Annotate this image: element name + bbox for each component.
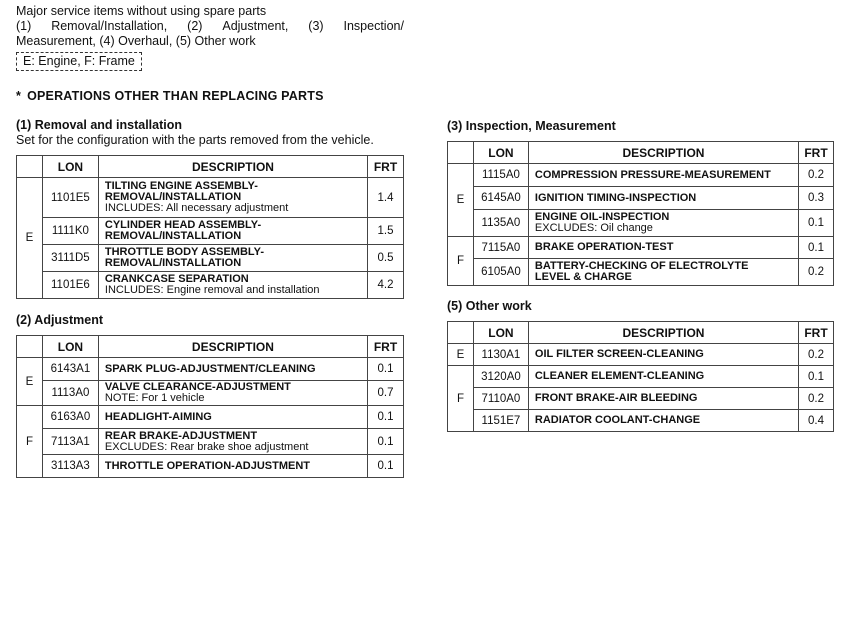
description-cell: [98, 245, 367, 272]
description-cell: [528, 410, 798, 432]
table-row: [17, 429, 404, 455]
table-row: [448, 210, 834, 237]
description-cell: [98, 272, 367, 299]
description-cell: [98, 218, 367, 245]
description-cell: [528, 210, 798, 237]
lon-cell: 7110A0: [473, 388, 528, 410]
frt-cell: 1.4: [368, 178, 404, 218]
section-title-removal: (1) Removal and installation: [16, 118, 183, 132]
lon-cell: 1101E6: [42, 272, 98, 299]
description-note: INCLUDES: Engine removal and installation: [104, 284, 320, 296]
description-header: DESCRIPTION: [528, 142, 798, 164]
description-note: EXCLUDES: Rear brake shoe adjustment: [104, 440, 309, 453]
frt-cell: 0.2: [798, 164, 833, 187]
group-label: F: [17, 406, 43, 478]
frt-header: FRT: [368, 156, 404, 178]
description-title: TILTING ENGINE ASSEMBLY- REMOVAL/INSTALLATION: [104, 180, 258, 203]
table-row: [448, 388, 834, 410]
description-note: INCLUDES: All necessary adjustment: [104, 202, 289, 214]
frt-cell: 1.5: [368, 218, 404, 245]
lon-cell: 3111D5: [42, 245, 98, 272]
lon-cell: 7115A0: [473, 237, 528, 259]
intro-word: Adjustment,: [222, 19, 289, 33]
section-title-adjustment: (2) Adjustment: [16, 313, 104, 327]
frt-header: FRT: [798, 322, 833, 344]
group-header: [17, 336, 43, 358]
description-cell: [98, 358, 367, 381]
frt-cell: 0.1: [798, 210, 833, 237]
intro-word: (3): [308, 19, 324, 33]
table-adjustment: [16, 335, 404, 478]
description-title: IGNITION TIMING-INSPECTION: [534, 191, 697, 204]
description-note: EXCLUDES: Oil change: [534, 222, 653, 234]
lon-header: LON: [42, 336, 98, 358]
frt-cell: 0.1: [367, 358, 403, 381]
group-label: E: [17, 358, 43, 406]
frt-cell: 0.1: [798, 237, 833, 259]
table-row: [448, 259, 834, 286]
table-row: [17, 358, 404, 381]
legend-box: E: Engine, F: Frame: [16, 52, 142, 71]
frt-cell: 0.1: [367, 455, 403, 478]
operations-heading: [16, 89, 324, 103]
lon-cell: 6163A0: [42, 406, 98, 429]
description-title: BATTERY-CHECKING OF ELECTROLYTE LEVEL & CHARGE: [534, 260, 749, 283]
frt-cell: 4.2: [368, 272, 404, 299]
lon-cell: 7113A1: [42, 429, 98, 455]
lon-cell: 1130A1: [473, 344, 528, 366]
description-cell: [528, 164, 798, 187]
group-header: [17, 156, 43, 178]
description-title: FRONT BRAKE-AIR BLEEDING: [534, 392, 698, 404]
table-row: [17, 455, 404, 478]
frt-header: FRT: [798, 142, 833, 164]
table-row: [448, 187, 834, 210]
section-subtitle-removal: Set for the configuration with the parts removed from the vehicle.: [16, 133, 374, 147]
description-title: CRANKCASE SEPARATION: [104, 273, 249, 285]
table-header-row: [448, 322, 834, 344]
lon-cell: 3113A3: [42, 455, 98, 478]
intro-line-1: Major service items without using spare parts: [16, 4, 267, 18]
table-inspection: [447, 141, 834, 286]
table-header-row: [17, 336, 404, 358]
intro-text: [16, 4, 404, 49]
description-cell: [528, 237, 798, 259]
description-title: COMPRESSION PRESSURE-MEASUREMENT: [534, 168, 771, 181]
frt-cell: 0.5: [368, 245, 404, 272]
lon-cell: 1135A0: [473, 210, 528, 237]
description-title: HEADLIGHT-AIMING: [104, 410, 212, 423]
lon-cell: 1113A0: [42, 381, 98, 406]
table-row: [448, 410, 834, 432]
operations-heading-text: OPERATIONS OTHER THAN REPLACING PARTS: [27, 89, 324, 103]
description-cell: [528, 366, 798, 388]
frt-cell: 0.1: [798, 366, 833, 388]
description-title: BRAKE OPERATION-TEST: [534, 241, 674, 253]
table-row: [17, 272, 404, 299]
asterisk: *: [16, 89, 22, 103]
frt-cell: 0.1: [367, 406, 403, 429]
table-row: [448, 237, 834, 259]
frt-cell: 0.2: [798, 259, 833, 286]
description-cell: [98, 381, 367, 406]
lon-cell: 6105A0: [473, 259, 528, 286]
frt-cell: 0.2: [798, 344, 833, 366]
lon-header: LON: [473, 142, 528, 164]
description-header: DESCRIPTION: [98, 336, 367, 358]
intro-word: (1): [16, 19, 32, 33]
intro-word: Inspection/: [343, 19, 404, 33]
intro-line-3: Measurement, (4) Overhaul, (5) Other work: [16, 34, 256, 48]
description-title: SPARK PLUG-ADJUSTMENT/CLEANING: [104, 362, 316, 375]
description-title: CLEANER ELEMENT-CLEANING: [534, 370, 705, 382]
group-label: F: [448, 237, 474, 286]
group-header: [448, 142, 474, 164]
table-row: [448, 164, 834, 187]
description-title: VALVE CLEARANCE-ADJUSTMENT: [104, 381, 291, 393]
lon-header: LON: [42, 156, 98, 178]
group-header: [448, 322, 474, 344]
intro-word: (2): [187, 19, 203, 33]
lon-cell: 1115A0: [473, 164, 528, 187]
table-row: [17, 178, 404, 218]
description-title: OIL FILTER SCREEN-CLEANING: [534, 348, 704, 360]
frt-cell: 0.3: [798, 187, 833, 210]
frt-cell: 0.1: [367, 429, 403, 455]
section-title-inspection: (3) Inspection, Measurement: [447, 119, 616, 133]
group-label: E: [448, 344, 474, 366]
description-title: RADIATOR COOLANT-CHANGE: [534, 414, 701, 426]
table-row: [17, 218, 404, 245]
group-label: F: [448, 366, 474, 432]
table-row: [17, 381, 404, 406]
lon-cell: 6145A0: [473, 187, 528, 210]
description-cell: [98, 178, 367, 218]
intro-line-2: [16, 19, 404, 34]
description-note: NOTE: For 1 vehicle: [104, 392, 205, 404]
table-header-row: [17, 156, 404, 178]
table-row: [17, 406, 404, 429]
lon-cell: 1111K0: [42, 218, 98, 245]
description-header: DESCRIPTION: [528, 322, 798, 344]
description-cell: [528, 344, 798, 366]
description-cell: [98, 455, 367, 478]
description-title: THROTTLE BODY ASSEMBLY- REMOVAL/INSTALLATION: [104, 246, 264, 269]
lon-header: LON: [473, 322, 528, 344]
description-title: CYLINDER HEAD ASSEMBLY- REMOVAL/INSTALLATION: [104, 219, 262, 242]
group-label: E: [448, 164, 474, 237]
lon-cell: 1101E5: [42, 178, 98, 218]
table-header-row: [448, 142, 834, 164]
description-title: THROTTLE OPERATION-ADJUSTMENT: [104, 459, 311, 472]
description-cell: [528, 259, 798, 286]
intro-word: Removal/Installation,: [51, 19, 168, 33]
description-cell: [98, 406, 367, 429]
lon-cell: 3120A0: [473, 366, 528, 388]
table-row: [448, 366, 834, 388]
description-cell: [528, 187, 798, 210]
table-row: [17, 245, 404, 272]
frt-cell: 0.2: [798, 388, 833, 410]
table-removal: [16, 155, 404, 299]
table-other: [447, 321, 834, 432]
lon-cell: 6143A1: [42, 358, 98, 381]
description-title: REAR BRAKE-ADJUSTMENT: [104, 429, 258, 442]
frt-cell: 0.7: [367, 381, 403, 406]
lon-cell: 1151E7: [473, 410, 528, 432]
frt-header: FRT: [367, 336, 403, 358]
section-title-other: (5) Other work: [447, 299, 532, 313]
group-label: E: [17, 178, 43, 299]
description-cell: [98, 429, 367, 455]
frt-cell: 0.4: [798, 410, 833, 432]
table-row: [448, 344, 834, 366]
description-title: ENGINE OIL-INSPECTION: [534, 211, 670, 223]
description-header: DESCRIPTION: [98, 156, 367, 178]
description-cell: [528, 388, 798, 410]
